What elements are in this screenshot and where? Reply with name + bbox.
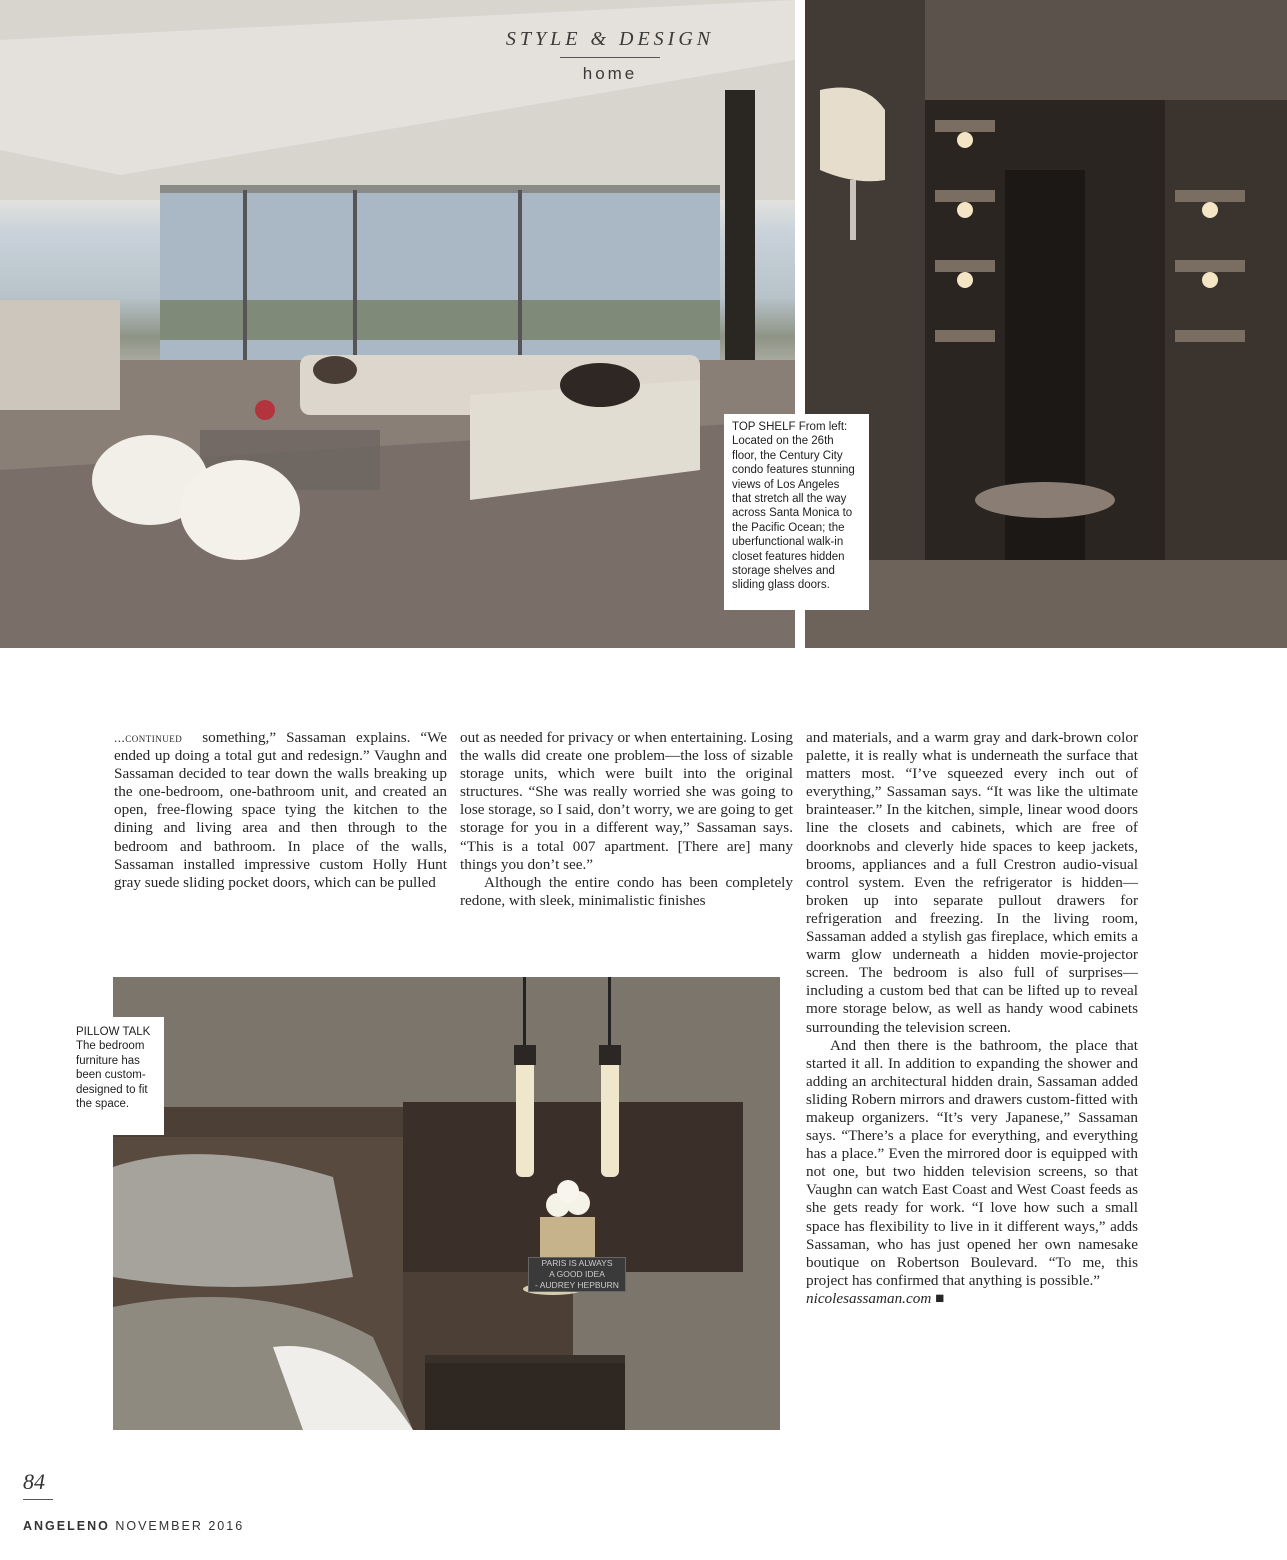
article-paragraph-1: something,” Sassaman explains. “We ended up doing a total gut and redesign.” Vaughn and Sassaman decided to tear down the walls breaking up the one-bedroom, one-bathroom unit, and created an open, free-flowing space tying the kitchen to the dining and living area and then through to the bedroom and bathroom. In place of the walls, Sassaman installed impressive custom Holly Hunt gray suede sliding pocket doors, which can be pulled	[114, 729, 447, 891]
folio	[23, 1519, 244, 1533]
caption-pillow-talk	[66, 1017, 164, 1135]
caption-pillow-text: The bedroom furniture has been custom-designed to fit the space.	[76, 1040, 148, 1111]
article-paragraph-2: out as needed for privacy or when entertaining. Losing the walls did create one problem—the loss of sizable storage units, which were built into the original structures. “She was really worried she was going to lose storage, so I said, don’t worry, we are going to get storage for you in a different way,” Sassaman says. “This is a total 007 apartment. [There are] many things you don’t see.”	[460, 729, 793, 873]
bedroom-illustration	[113, 977, 780, 1430]
continued-label: ...continued	[114, 730, 183, 745]
closet-photo	[805, 0, 1287, 648]
book-spine	[528, 1257, 626, 1292]
book-line-2: A GOOD IDEA	[549, 1269, 605, 1279]
magazine-name: ANGELENO	[23, 1519, 110, 1533]
book-line-3: - AUDREY HEPBURN	[535, 1280, 619, 1290]
caption-pillow-lead: PILLOW TALK	[76, 1026, 151, 1038]
caption-top-text: From left: Located on the 26th floor, the Century City condo features stunning views of Los Angeles that stretch all the way across Santa Monica to the Pacific Ocean; the uberfunctional walk-in closet features hidden storage shelves and sliding glass doors.	[732, 421, 855, 592]
closet-illustration	[805, 0, 1287, 648]
section-subtitle: home	[582, 64, 638, 83]
article-column-3	[806, 729, 1138, 1308]
section-title: STYLE & DESIGN	[505, 28, 715, 50]
section-header	[490, 28, 730, 84]
article-paragraph-4: and materials, and a warm gray and dark-brown color palette, it is really what is underneath the surface that matters most. “I’ve squeezed every inch out of everything,” Sassaman says. “It was like the ultimate brainteaser.” In the kitchen, simple, linear wood doors line the closets and cabinets, which are free of doorknobs and cleverly hide spaces to keep jackets, brooms, appliances and a full Crestron audio-visual control system. Even the refrigerator is hidden—broken up into separate pullout drawers for refrigeration and freezing. In the living room, Sassaman added a stylish gas fireplace, which emits a warm glow underneath a hidden movie-projector screen. The bedroom is also full of surprises—including a custom bed that can be lifted up to reveal more storage below, as well as handy wood cabinets surrounding the television screen.	[806, 729, 1138, 1036]
article-column-2	[460, 729, 793, 910]
article-paragraph-3: Although the entire condo has been completely redone, with sleek, minimalistic finishes	[460, 873, 793, 909]
page-number: 84	[23, 1469, 45, 1494]
end-mark: ■	[931, 1289, 945, 1307]
article-url: nicolesassaman.com	[806, 1289, 932, 1307]
article-paragraph-5: And then there is the bathroom, the place that started it all. In addition to expanding the shower and adding an architectural hidden drain, Sassaman added sliding Robern mirrors and drawers custom-fitted with makeup organizers. “It’s very Japanese,” Sassaman says. “There’s a place for everything, and everything has a place.” Even the mirrored door is equipped with not one, but two hidden television screens, so that Vaughn can watch East Coast and West Coast feeds as she gets ready for work. “I love how such a small space has flexibility to live in it different ways,” adds Sassaman, who has just opened her own namesake boutique on Robertson Boulevard. “To me, this project has confirmed that anything is possible.”	[806, 1036, 1138, 1289]
living-room-illustration	[0, 0, 795, 648]
folio-rule	[23, 1499, 53, 1500]
section-rule	[560, 57, 660, 58]
bedroom-photo	[113, 977, 780, 1430]
caption-top-shelf	[724, 414, 869, 610]
issue-date: NOVEMBER 2016	[115, 1519, 245, 1533]
living-room-photo	[0, 0, 795, 648]
caption-top-lead: TOP SHELF	[732, 421, 796, 433]
article-column-1	[114, 729, 447, 892]
book-line-1: PARIS IS ALWAYS	[541, 1258, 613, 1268]
